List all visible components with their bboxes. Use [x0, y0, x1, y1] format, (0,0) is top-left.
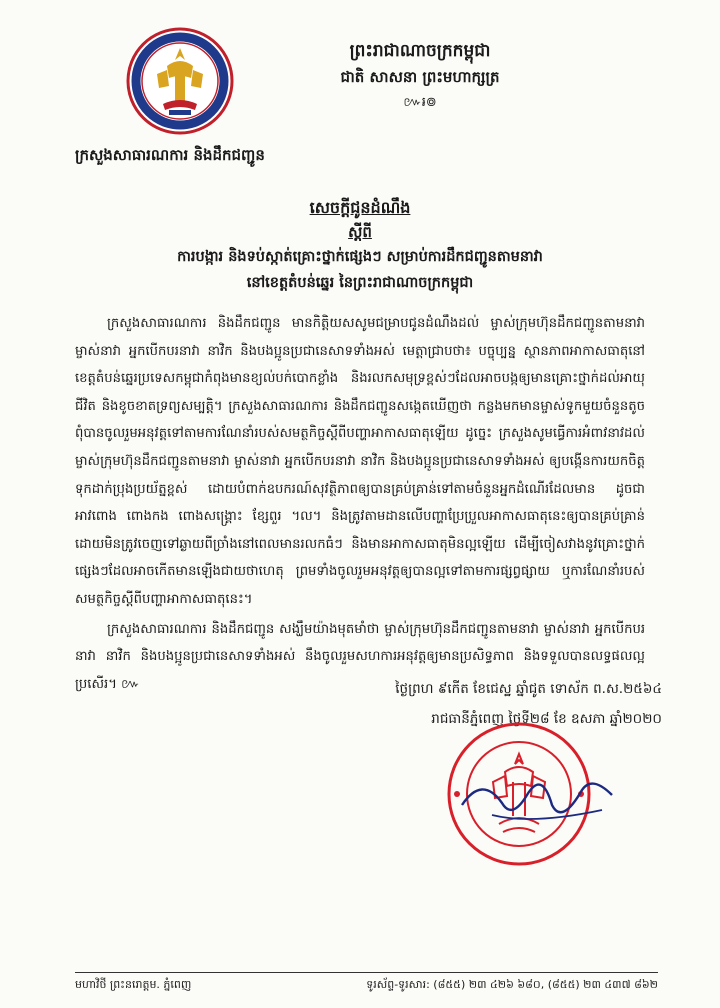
body-paragraph-2: ក្រសួងសាធារណការ និងដឹកជញ្ជូន សង្ឃឹមយ៉ាងមុតមាំថា ម្ចាស់ក្រុមហ៊ុនដឹកជញ្ជូនតាមនាវា ម្ចាស់នាវា អ្នកបើកបរនាវា នាវិក និងបងប្អូនប្រជានេសាទទាំងអស់ នឹងចូលរួមសហការអនុវត្តឲ្យមានប្រសិទ្ធភាព និងទទួលបានលទ្ធផលល្អប្រសើរ។ ៚ [75, 621, 645, 692]
signature-icon [452, 765, 622, 835]
footer-divider [75, 972, 658, 973]
body-paragraph-1: ក្រសួងសាធារណការ និងដឹកជញ្ជូន មានកិត្តិយសសូមជម្រាបជូនដំណឹងដល់ ម្ចាស់ក្រុមហ៊ុនដឹកជញ្ជូនតាមនាវា ម្ចាស់នាវា អ្នកបើកបរនាវា នាវិក និងបងប្អូនប្រជានេសាទទាំងអស់ មេត្តាជ្រាបថា៖ បច្ចុប្បន្ន ស្ថានភាពអាកាសធាតុនៅខេត្តតំបន់ឆ្នេរប្រទេសកម្ពុជាកំពុងមានខ្យល់បក់បោកខ្លាំង និងរលកសមុទ្រខ្ពស់ៗដែលអាចបង្កឲ្យមានគ្រោះថ្នាក់ដល់អាយុជីវិត និងខូចខាតទ្រព្យសម្បត្តិ។ ក្រសួងសាធារណការ និងដឹកជញ្ជូនសង្កេតឃើញថា កន្លងមកមានម្ចាស់ទូកមួយចំនួនតូចពុំបានចូលរួមអនុវត្តទៅតាមការណែនាំរបស់សមត្ថកិច្ចស្តីពីបញ្ហាអាកាសធាតុឡើយ ដូច្នេះ ក្រសួងសូមធ្វើការអំពាវនាវដល់ម្ចាស់ក្រុមហ៊ុនដឹកជញ្ជូនតាមនាវា ម្ចាស់នាវា អ្នកបើកបរនាវា នាវិក និងបងប្អូនប្រជានេសាទទាំងអស់ ឲ្យបង្កើនការយកចិត្តទុកដាក់ប្រុងប្រយ័ត្នខ្ពស់ ដោយបំពាក់ឧបករណ៍សុវត្ថិភាពឲ្យបានគ្រប់គ្រាន់ទៅតាមចំនួនអ្នកដំណើរដែលមាន ដូចជា អាវពោង ពោងកង ពោងសង្គ្រោះ ខ្សែពួរ ។ល។ និងត្រូវតាមដានលើបញ្ហាប្រែប្រួលអាកាសធាតុនេះឲ្យបានគ្រប់គ្រាន់ ដោយមិនត្រូវចេញទៅឆ្ងាយពីច្រាំងនៅពេលមានរលកធំៗ និងមានអាកាសធាតុមិនល្អឡើយ ដើម្បីចៀសវាងនូវគ្រោះថ្នាក់ផ្សេងៗដែលអាចកើតមានឡើងជាយថាហេតុ ព្រមទាំងចូលរួមអនុវត្តឲ្យបានល្អទៅតាមការផ្សព្វផ្សាយ ឬការណែនាំរបស់សមត្ថកិច្ចស្តីពីបញ្ហាអាកាសធាតុនេះ។ [75, 316, 645, 607]
document-header [60, 38, 720, 116]
kingdom-title: ព្រះរាជាណាចក្រកម្ពុជា [349, 41, 491, 61]
footer-phone: ទូរស័ព្ទ-ទូរសារ: (៨៥៥) ២៣ ៤២៦ ៦៨០, (៨៥៥) ២៣ ៤៣៧ ៨៦២ [366, 978, 658, 991]
notice-subject-line-1: ការបង្ការ និងទប់ស្កាត់គ្រោះថ្នាក់ផ្សេងៗ សម្រាប់ការដឹកជញ្ជូនតាមនាវា [177, 248, 543, 265]
notice-body [75, 310, 645, 698]
footer-address: មហាវិថី ព្រះនរោត្តម. ភ្នំពេញ [75, 978, 192, 991]
lunar-date: ថ្ងៃព្រហ ៩កើត ខែជេស្ឋ ឆ្នាំជូត ទោស័ក ព.ស.២៥៦៤ [395, 681, 662, 697]
notice-subject-line-2: នៅខេត្តតំបន់ឆ្នេរ នៃព្រះរាជាណាចក្រកម្ពុជា [246, 274, 474, 291]
header-ornament: ៚៛៙ [403, 95, 437, 110]
ministry-name: ក្រសួងសាធារណការ និងដឹកជញ្ជូន [75, 146, 265, 164]
notice-title: សេចក្តីជូនដំណឹង [309, 198, 411, 217]
solar-date: រាជធានីភ្នំពេញ ថ្ងៃទី២៨ ខែ ឧសភា ឆ្នាំ២០២០ [431, 711, 662, 727]
national-motto: ជាតិ សាសនា ព្រះមហាក្សត្រ [340, 68, 500, 86]
notice-about: ស្តីពី [348, 223, 372, 241]
notice-title-block [60, 196, 660, 296]
